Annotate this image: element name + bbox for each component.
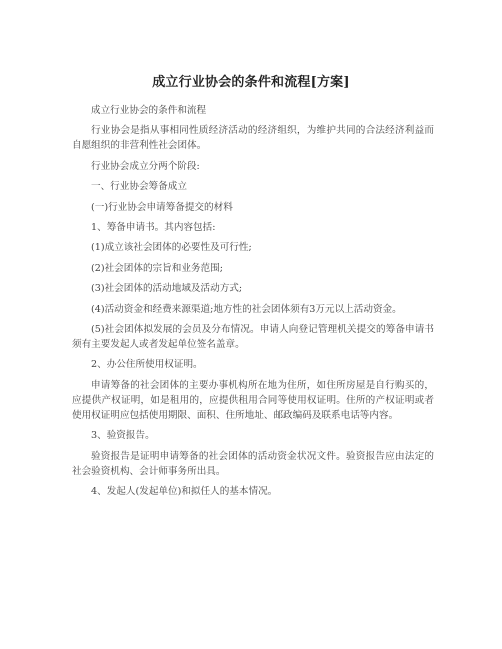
list-item-3: 3、验资报告。 <box>91 430 155 442</box>
document-title: 成立行业协会的条件和流程[方案] <box>152 75 350 90</box>
list-item-1: 1、筹备申请书。其内容包括: <box>91 222 216 234</box>
list-subitem-4: (4)活动资金和经费来源渠道;地方性的社会团体须有3万元以上活动资金。 <box>91 303 402 315</box>
paragraph-heading: 成立行业协会的条件和流程 <box>91 105 207 116</box>
list-subitem-5: (5)社会团体拟发展的会员及分布情况。申请人向登记管理机关提交的筹备申请书须有主要发起人或者发起单位签名盖章。 <box>72 324 434 351</box>
list-subitem-1: (1)成立该社会团体的必要性及可行性; <box>91 242 252 254</box>
list-subitem-3: (3)社会团体的活动地域及活动方式; <box>91 283 243 295</box>
paragraph-stages: 行业协会成立分两个阶段: <box>91 160 200 172</box>
paragraph-audit-report: 验资报告是证明申请筹备的社会团体的活动资金状况文件。验资报告应由法定的社会验资机构、会计师事务所出具。 <box>72 450 434 477</box>
list-item-4: 4、发起人(发起单位)和拟任人的基本情况。 <box>91 486 278 498</box>
document-body <box>72 103 434 505</box>
subsection-heading-1: (一)行业协会申请筹备提交的材料 <box>91 201 233 213</box>
list-subitem-2: (2)社会团体的宗旨和业务范围; <box>91 262 223 274</box>
paragraph-premises: 申请筹备的社会团体的主要办事机构所在地为住所，如住所房屋是自行购买的，应提供产权证明，如是租用的，应提供租用合同等使用权证明。住所的产权证明或者使用权证明应包括使用期限、面积、住所地址、邮政编码及联系电话等内容。 <box>72 379 434 422</box>
list-item-2: 2、办公住所使用权证明。 <box>91 359 203 371</box>
section-heading-1: 一、行业协会筹备成立 <box>91 181 187 193</box>
paragraph-definition: 行业协会是指从事相同性质经济活动的经济组织，为维护共同的合法经济利益而自愿组织的非营利性社会团体。 <box>72 125 434 152</box>
